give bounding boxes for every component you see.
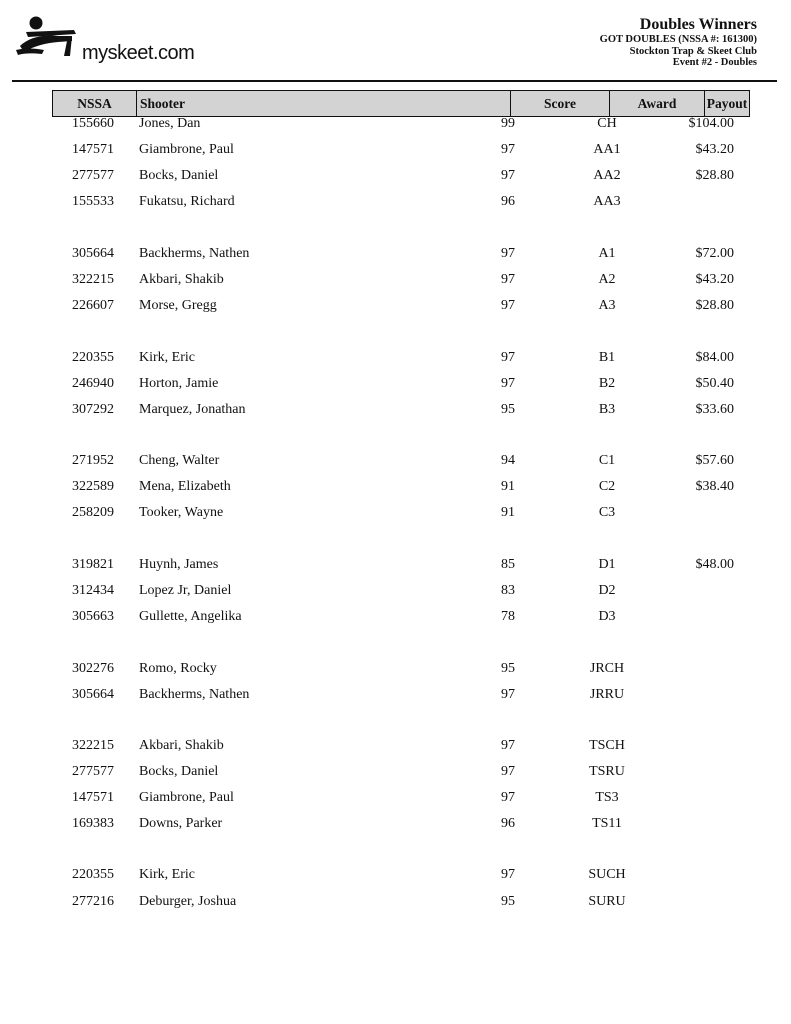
score-cell: 94 xyxy=(501,453,515,468)
table-row xyxy=(52,402,750,422)
score-cell: 97 xyxy=(501,867,515,882)
shooter-cell: Tooker, Wayne xyxy=(139,505,224,520)
nssa-cell: 322215 xyxy=(72,272,114,287)
table-row xyxy=(52,583,750,603)
award-cell: C2 xyxy=(598,479,616,494)
award-cell: A3 xyxy=(598,298,616,313)
table-row xyxy=(52,790,750,810)
nssa-cell: 258209 xyxy=(72,505,114,520)
report-header xyxy=(600,16,757,69)
award-cell: D1 xyxy=(598,557,616,572)
score-cell: 97 xyxy=(501,246,515,261)
shooter-cell: Mena, Elizabeth xyxy=(139,479,231,494)
table-row xyxy=(52,816,750,836)
nssa-cell: 305663 xyxy=(72,609,114,624)
payout-cell: $43.20 xyxy=(695,272,734,287)
table-row xyxy=(52,453,750,473)
shooter-cell: Romo, Rocky xyxy=(139,661,217,676)
shooter-cell: Lopez Jr, Daniel xyxy=(139,583,232,598)
score-cell: 85 xyxy=(501,557,515,572)
score-cell: 95 xyxy=(501,402,515,417)
column-header-score: Score xyxy=(511,91,610,116)
shooter-cell: Marquez, Jonathan xyxy=(139,402,246,417)
score-cell: 97 xyxy=(501,764,515,779)
score-cell: 97 xyxy=(501,272,515,287)
award-cell: TS11 xyxy=(592,816,622,831)
column-header-shooter: Shooter xyxy=(137,91,511,116)
nssa-cell: 322589 xyxy=(72,479,114,494)
payout-cell: $33.60 xyxy=(695,402,734,417)
table-row xyxy=(52,687,750,707)
award-cell: JRRU xyxy=(589,687,625,702)
table-row xyxy=(52,764,750,784)
column-header-nssa: NSSA xyxy=(53,91,137,116)
nssa-cell: 147571 xyxy=(72,790,114,805)
table-row xyxy=(52,505,750,525)
nssa-cell: 147571 xyxy=(72,142,114,157)
score-cell: 91 xyxy=(501,479,515,494)
award-cell: C3 xyxy=(598,505,616,520)
table-header xyxy=(52,90,750,117)
report-title: Doubles Winners xyxy=(639,16,757,33)
nssa-cell: 305664 xyxy=(72,246,114,261)
payout-cell: $84.00 xyxy=(695,350,734,365)
shooter-cell: Bocks, Daniel xyxy=(139,764,219,779)
shooter-cell: Backherms, Nathen xyxy=(139,246,250,261)
table-row xyxy=(52,168,750,188)
event-name: Event #2 - Doubles xyxy=(672,57,757,69)
nssa-cell: 155533 xyxy=(72,194,114,209)
payout-cell: $50.40 xyxy=(695,376,734,391)
payout-cell: $104.00 xyxy=(688,116,734,131)
shooter-cell: Fukatsu, Richard xyxy=(139,194,235,209)
score-cell: 97 xyxy=(501,142,515,157)
shoot-name: GOT DOUBLES (NSSA #: 161300) xyxy=(599,33,757,45)
table-row xyxy=(52,142,750,162)
score-cell: 95 xyxy=(501,661,515,676)
shooter-cell: Giambrone, Paul xyxy=(139,142,234,157)
nssa-cell: 322215 xyxy=(72,738,114,753)
payout-cell: $48.00 xyxy=(695,557,734,572)
award-cell: A1 xyxy=(598,246,616,261)
shooter-cell: Huynh, James xyxy=(139,557,219,572)
shooter-cell: Deburger, Joshua xyxy=(139,894,237,909)
award-cell: TS3 xyxy=(595,790,619,805)
shooter-cell: Kirk, Eric xyxy=(139,867,195,882)
myskeet-logo xyxy=(14,12,195,64)
score-cell: 91 xyxy=(501,505,515,520)
award-cell: D3 xyxy=(598,609,616,624)
shooter-cell: Downs, Parker xyxy=(139,816,223,831)
shooter-cell: Cheng, Walter xyxy=(139,453,220,468)
table-row xyxy=(52,194,750,214)
score-cell: 97 xyxy=(501,687,515,702)
score-cell: 95 xyxy=(501,894,515,909)
nssa-cell: 277216 xyxy=(72,894,114,909)
shooter-cell: Akbari, Shakib xyxy=(139,738,224,753)
shooter-cell: Bocks, Daniel xyxy=(139,168,219,183)
score-cell: 96 xyxy=(501,194,515,209)
logo-text: myskeet.com xyxy=(82,42,195,64)
score-cell: 96 xyxy=(501,816,515,831)
award-cell: TSRU xyxy=(589,764,625,779)
table-row xyxy=(52,116,750,136)
shooter-cell: Kirk, Eric xyxy=(139,350,195,365)
score-cell: 97 xyxy=(501,168,515,183)
table-row xyxy=(52,738,750,758)
award-cell: AA2 xyxy=(593,168,621,183)
award-cell: AA3 xyxy=(593,194,621,209)
nssa-cell: 312434 xyxy=(72,583,114,598)
header-divider xyxy=(12,80,777,82)
payout-cell: $28.80 xyxy=(695,298,734,313)
score-cell: 78 xyxy=(501,609,515,624)
award-cell: SUCH xyxy=(588,867,626,882)
award-cell: D2 xyxy=(598,583,616,598)
shooter-cell: Giambrone, Paul xyxy=(139,790,234,805)
table-row xyxy=(52,557,750,577)
column-header-payout: Payout xyxy=(706,95,748,111)
table-row xyxy=(52,661,750,681)
score-cell: 97 xyxy=(501,738,515,753)
nssa-cell: 220355 xyxy=(72,350,114,365)
award-cell: AA1 xyxy=(593,142,621,157)
nssa-cell: 302276 xyxy=(72,661,114,676)
table-row xyxy=(52,479,750,499)
award-cell: B1 xyxy=(598,350,616,365)
shooter-cell: Backherms, Nathen xyxy=(139,687,250,702)
shooter-cell: Morse, Gregg xyxy=(139,298,217,313)
award-cell: JRCH xyxy=(589,661,625,676)
table-row xyxy=(52,609,750,629)
table-row xyxy=(52,894,750,914)
table-row xyxy=(52,298,750,318)
award-cell: CH xyxy=(597,116,617,131)
table-row xyxy=(52,350,750,370)
score-cell: 97 xyxy=(501,350,515,365)
shooter-cell: Gullette, Angelika xyxy=(139,609,242,624)
payout-cell: $28.80 xyxy=(695,168,734,183)
award-cell: B3 xyxy=(598,402,616,417)
nssa-cell: 305664 xyxy=(72,687,114,702)
column-header-award: Award xyxy=(610,91,705,116)
nssa-cell: 271952 xyxy=(72,453,114,468)
payout-cell: $38.40 xyxy=(695,479,734,494)
nssa-cell: 220355 xyxy=(72,867,114,882)
award-cell: A2 xyxy=(598,272,616,287)
nssa-cell: 246940 xyxy=(72,376,114,391)
nssa-cell: 277577 xyxy=(72,168,114,183)
shooter-cell: Horton, Jamie xyxy=(139,376,219,391)
award-cell: TSCH xyxy=(589,738,625,753)
nssa-cell: 169383 xyxy=(72,816,114,831)
payout-cell: $72.00 xyxy=(695,246,734,261)
club-name: Stockton Trap & Skeet Club xyxy=(629,45,757,57)
payout-cell: $57.60 xyxy=(695,453,734,468)
payout-cell: $43.20 xyxy=(695,142,734,157)
shooter-cell: Jones, Dan xyxy=(139,116,201,131)
award-cell: B2 xyxy=(598,376,616,391)
nssa-cell: 277577 xyxy=(72,764,114,779)
nssa-cell: 226607 xyxy=(72,298,114,313)
table-row xyxy=(52,246,750,266)
score-cell: 97 xyxy=(501,376,515,391)
score-cell: 99 xyxy=(501,116,515,131)
score-cell: 97 xyxy=(501,790,515,805)
nssa-cell: 319821 xyxy=(72,557,114,572)
table-row xyxy=(52,376,750,396)
score-cell: 83 xyxy=(501,583,515,598)
nssa-cell: 307292 xyxy=(72,402,114,417)
shooter-cell: Akbari, Shakib xyxy=(139,272,224,287)
table-row xyxy=(52,867,750,887)
table-row xyxy=(52,272,750,292)
award-cell: C1 xyxy=(598,453,616,468)
score-cell: 97 xyxy=(501,298,515,313)
award-cell: SURU xyxy=(588,894,626,909)
nssa-cell: 155660 xyxy=(72,116,114,131)
